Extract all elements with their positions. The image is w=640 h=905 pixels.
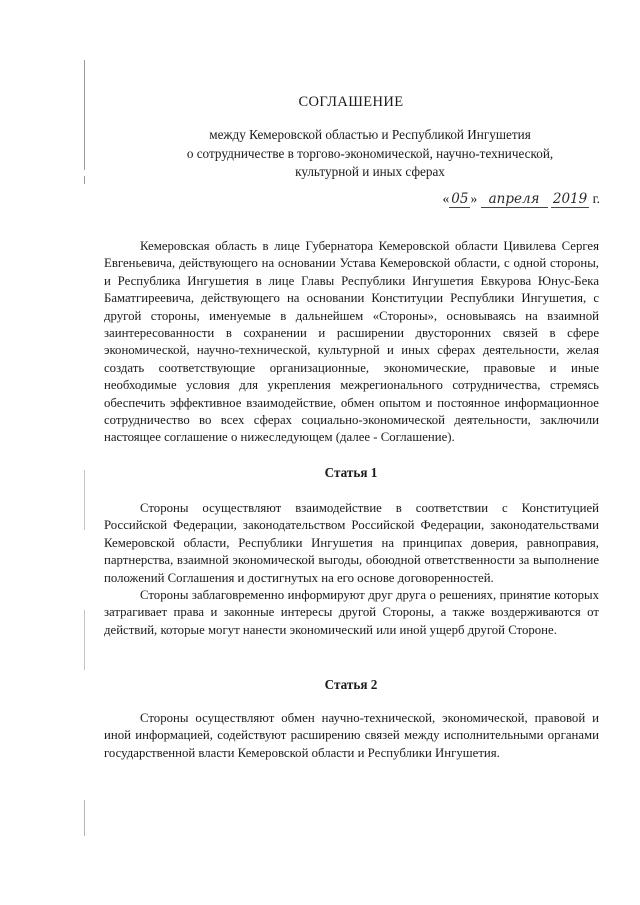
document-subtitle [150, 126, 590, 182]
preamble [104, 238, 599, 447]
date-year: 2019 [552, 191, 588, 207]
document-date [420, 191, 600, 207]
article-paragraph: Стороны осуществляют взаимодействие в соответствии с Конституцией Российской Федерации, законодательством Российской Федерации, законодательствами Кемеровской области, Республики Ингушетия на принципах доверия, равноправия, партнерства, взаимной экономической выгоды, обоюдной ответственности за выполнение положений Соглашения и достигнутых на его основе договоренностей. [104, 501, 599, 585]
document-title: СОГЛАШЕНИЕ [298, 94, 404, 110]
date-month: апреля [481, 191, 548, 208]
subtitle-line: о сотрудничестве в торгово-экономической, научно-технической, [186, 145, 554, 161]
date-suffix: г. [592, 191, 600, 206]
article-paragraph: Стороны осуществляют обмен научно-технической, экономической, правовой и иной информацией, содействуют расширению связей между исполнительными органами государственной власти Кемеровской области и Республики Ингушетия. [104, 711, 599, 760]
article-body [104, 500, 599, 639]
subtitle-line: между Кемеровской областью и Республикой Ингушетия [209, 127, 531, 142]
margin-mark [84, 800, 85, 836]
date-open-quote: « [442, 191, 450, 206]
preamble-paragraph: Кемеровская область в лице Губернатора Кемеровской области Цивилева Сергея Евгеньевича, действующего на основании Устава Кемеровской области, с одной стороны, и Республика Ингушетия в лице Главы Республики Ингушетия Евкурова Юнус-Бека Баматгиреевича, действующего на основании Конституции Республики Ингушетия, с другой стороны, именуемые в дальнейшем «Стороны», основываясь на взаимной заинтересованности в сохранении и расширении двусторонних связей в сфере экономической, научно-технической, культурной и иных сферах деятельности, желая создать соответствующие организационные, экономические, правовые и иные необходимые условия для укрепления межрегионального сотрудничества, стремясь обеспечить эффективное взаимодействие, обмен опытом и постоянное информационное сотрудничество во всех сферах социально-экономической деятельности, заключили настоящее соглашение о нижеследующем (далее - Соглашение). [104, 239, 599, 445]
margin-mark [84, 610, 85, 670]
margin-mark [84, 60, 85, 170]
margin-mark [84, 176, 85, 184]
article-paragraph: Стороны заблаговременно информируют друг друга о решениях, принятие которых затрагивает права и законные интересы другой Стороны, а также воздерживаются от действий, которые могут нанести экономический или иной ущерб другой Стороне. [104, 588, 599, 637]
article-heading: Статья 1 [324, 465, 378, 480]
subtitle-line: культурной и иных сферах [295, 164, 445, 179]
date-close-quote: » [470, 191, 478, 206]
article-heading: Статья 2 [324, 677, 378, 692]
date-day: 05 [451, 191, 469, 207]
article-body [104, 710, 599, 762]
